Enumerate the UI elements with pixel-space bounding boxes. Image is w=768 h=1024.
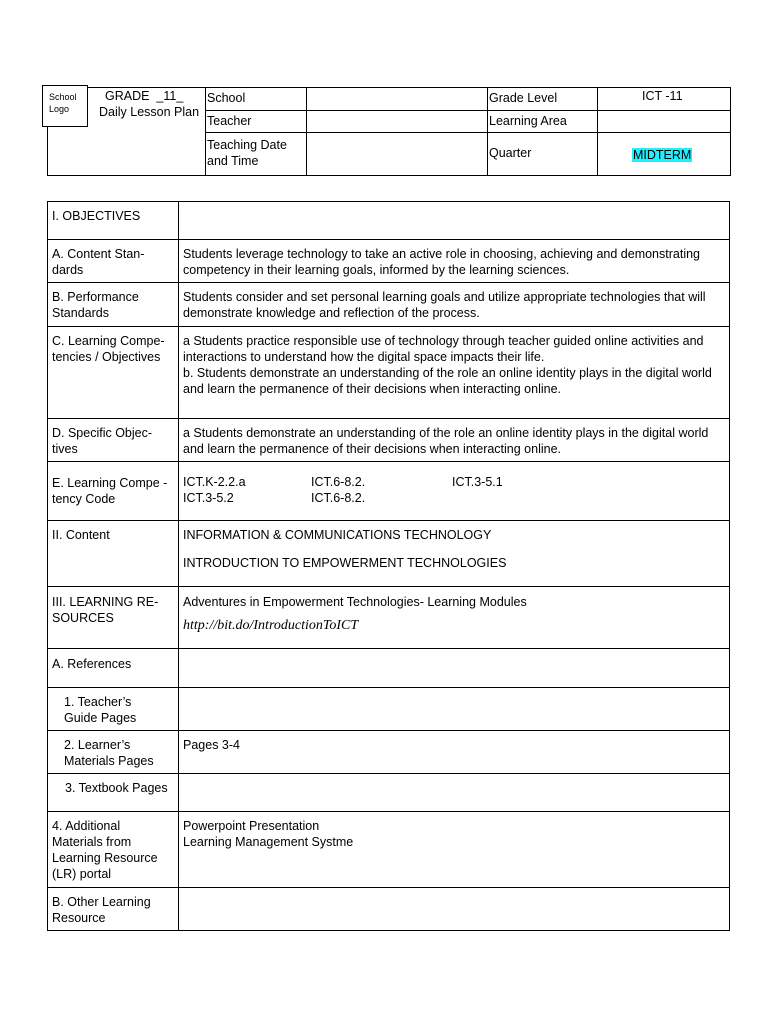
specific-objectives-text: a Students demonstrate an understanding of the role an online identity plays in the digital world and learn the permanence of their decisions when interacting online. — [183, 426, 709, 456]
grade-line: GRADE _11_ — [105, 89, 184, 103]
teacher-label: Teacher — [207, 114, 252, 128]
performance-standards-text: Students consider and set personal learning goals and utilize appropriate technologies that will demonstrate knowledge and reflection of the process. — [183, 290, 706, 320]
lesson-plan-table — [47, 201, 730, 931]
row-competencies — [48, 327, 730, 419]
learning-area-label: Learning Area — [489, 114, 567, 128]
quarter-value-wrap — [632, 148, 692, 162]
quarter-label: Quarter — [489, 146, 532, 160]
objectives-label: I. OBJECTIVES — [52, 209, 141, 223]
school-logo-placeholder: School Logo — [42, 85, 88, 127]
objectives-value — [179, 202, 730, 240]
row-teachers-guide — [48, 688, 730, 731]
row-content — [48, 521, 730, 587]
dlp-title: Daily Lesson Plan — [99, 105, 200, 119]
performance-standards-label: B. Performance Standards — [52, 290, 139, 320]
row-other-resources — [48, 888, 730, 931]
references-value — [179, 649, 730, 688]
other-resources-label: B. Other Learning Resource — [52, 895, 151, 925]
teaching-date-value[interactable] — [310, 140, 480, 156]
learning-area-value[interactable] — [600, 114, 720, 130]
row-resources — [48, 587, 730, 649]
header-divider-v1 — [205, 87, 206, 175]
row-additional-materials — [48, 812, 730, 888]
content-standards-text: Students leverage technology to take an active role in choosing, achieving and demonstrating competency in their learning goals, informed by the learning sciences. — [183, 247, 700, 277]
additional-materials-text: Powerpoint Presentation Learning Management Systme — [183, 819, 354, 849]
teachers-guide-label: 1. Teacher’s Guide Pages — [64, 695, 137, 725]
competencies-label: C. Learning Compe- tencies / Objectives — [52, 334, 165, 364]
competency-codes — [179, 462, 729, 512]
row-content-standards — [48, 240, 730, 283]
references-label: A. References — [52, 657, 132, 671]
specific-objectives-label: D. Specific Objec- tives — [52, 426, 153, 456]
resources-label: III. LEARNING RE- SOURCES — [52, 595, 159, 625]
row-competency-code — [48, 462, 730, 521]
content-standards-label: A. Content Stan- dards — [52, 247, 145, 277]
school-label: School — [207, 91, 246, 105]
code-item: ICT.K-2.2.a — [183, 475, 246, 489]
row-references — [48, 649, 730, 688]
teaching-date-label: Teaching Date and Time — [207, 138, 287, 168]
grade-level-value: ICT -11 — [642, 89, 683, 103]
row-learners-materials — [48, 731, 730, 774]
resources-url[interactable]: http://bit.do/IntroductionToICT — [183, 618, 359, 633]
textbook-value — [179, 774, 730, 812]
teacher-value[interactable] — [310, 114, 480, 130]
teachers-guide-value — [179, 688, 730, 731]
learners-materials-value: Pages 3-4 — [183, 738, 240, 752]
code-item: ICT.6-8.2. — [311, 475, 366, 489]
content-line-2: INTRODUCTION TO EMPOWERMENT TECHNOLOGIES — [183, 556, 507, 570]
grade-level-label: Grade Level — [489, 91, 558, 105]
code-item: ICT.3-5.2 — [183, 491, 234, 505]
code-item: ICT.6-8.2. — [311, 491, 366, 505]
additional-materials-label: 4. Additional Materials from Learning Resource (LR) portal — [52, 819, 158, 881]
school-value[interactable] — [310, 91, 480, 107]
row-objectives — [48, 202, 730, 240]
resources-title: Adventures in Empowerment Technologies- Learning Modules — [183, 595, 527, 609]
quarter-value: MIDTERM — [633, 148, 692, 162]
content-line-1: INFORMATION & COMMUNICATIONS TECHNOLOGY — [183, 528, 492, 542]
header-divider-h1 — [205, 110, 730, 111]
content-label: II. Content — [52, 528, 110, 542]
row-textbook — [48, 774, 730, 812]
header-divider-v4 — [597, 87, 598, 175]
code-item: ICT.3-5.1 — [452, 475, 503, 489]
textbook-label: 3. Textbook Pages — [65, 781, 168, 795]
header-divider-v3 — [487, 87, 488, 175]
competencies-text: a Students practice responsible use of technology through teacher guided online activities and interactions to understand how the digital space impacts their life. b. Students demonstrate an understanding of the role an online identity plays in the digital world and learn the permanence of their decisions when interacting online. — [183, 334, 712, 396]
other-resources-value — [179, 888, 730, 931]
header-divider-h2 — [205, 132, 730, 133]
header-divider-v2 — [306, 87, 307, 175]
competency-code-label: E. Learning Compe - tency Code — [52, 476, 168, 506]
learners-materials-label: 2. Learner’s Materials Pages — [64, 738, 154, 768]
row-specific-objectives — [48, 419, 730, 462]
row-performance-standards — [48, 283, 730, 327]
